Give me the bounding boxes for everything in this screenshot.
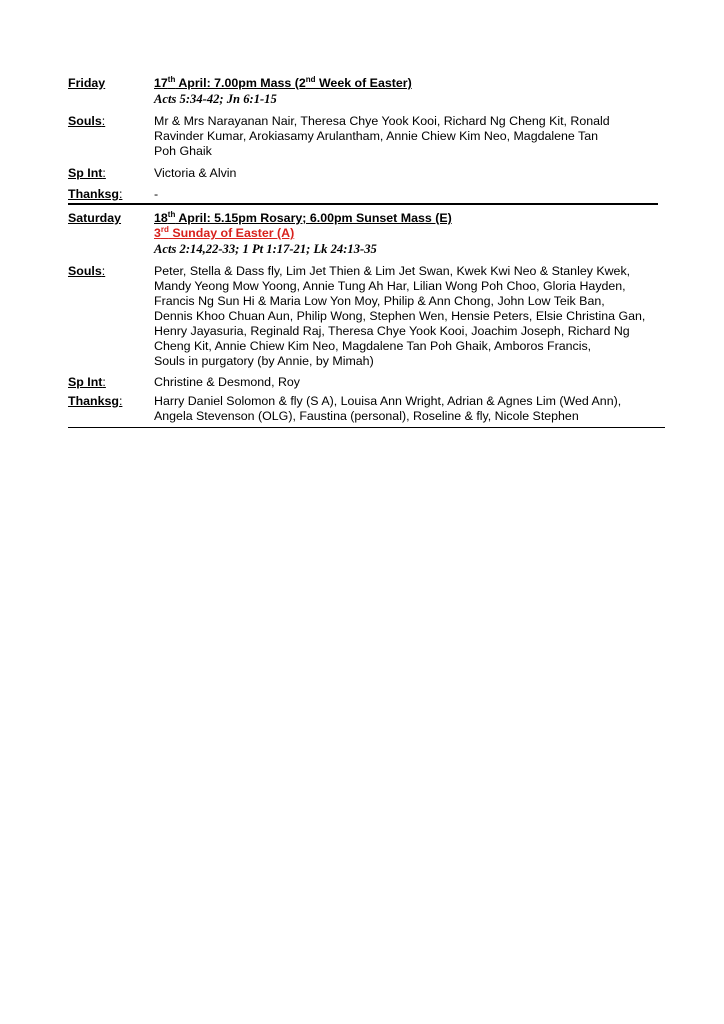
friday-thanksg-row: Thanksg: - (68, 187, 664, 202)
saturday-section (68, 211, 664, 424)
friday-header-row (68, 76, 664, 107)
saturday-spint-label: Sp Int (68, 375, 103, 389)
friday-mass-header: 17th April: 7.00pm Mass (2nd Week of Easter) (154, 74, 412, 90)
saturday-spint-text: Christine & Desmond, Roy (154, 375, 300, 389)
saturday-header-row (68, 211, 664, 257)
saturday-souls-row: Souls: Peter, Stella & Dass fly, Lim Jet Thien & Lim Jet Swan, Kwek Kwi Neo & Stanley Kwek, Mandy Yeong Mow Yoong, Annie Tung Ah Har, Lilian Wong Poh Choo, Gloria Hayden, Francis Ng Sun Hi & Maria Low Yon Moy, Philip & Ann Chong, John Low Teik Ban, Dennis Khoo Chuan Aun, Philip Wong, Stephen Wen, Hensie Peters, Elsie Christina Gan, Henry Jayasuria, Reginald Raj, Theresa Chye Yook Kooi, Joachim Joseph, Richard Ng Cheng Kit, Annie Chiew Kim Neo, Magdalene Tan Poh Ghaik, Amboros Francis, Souls in purgatory (by Annie, by Mimah) (68, 264, 664, 369)
friday-section (68, 76, 664, 202)
section-divider (68, 203, 658, 205)
saturday-souls-label: Souls (68, 264, 102, 278)
saturday-spint-row: Sp Int: Christine & Desmond, Roy (68, 375, 664, 390)
friday-thanksg-label: Thanksg (68, 187, 119, 201)
friday-spint-text: Victoria & Alvin (154, 166, 237, 180)
friday-spint-label: Sp Int (68, 166, 103, 180)
friday-souls-label: Souls (68, 114, 102, 128)
friday-spint-row: Sp Int: Victoria & Alvin (68, 166, 664, 181)
friday-day-label: Friday (68, 76, 106, 90)
saturday-thanksg-list: Harry Daniel Solomon & fly (S A), Louisa Ann Wright, Adrian & Agnes Lim (Wed Ann), Angela Stevenson (OLG), Faustina (personal), Roseline & fly, Nicole Stephen (154, 394, 622, 423)
saturday-sunday-title: 3rd Sunday of Easter (A) (154, 224, 295, 240)
saturday-mass-header: 18th April: 5.15pm Rosary; 6.00pm Sunset Mass (E) (154, 209, 452, 225)
friday-souls-list: Mr & Mrs Narayanan Nair, Theresa Chye Yook Kooi, Richard Ng Cheng Kit, Ronald Ravinder Kumar, Arokiasamy Arulantham, Annie Chiew Kim Neo, Magdalene Tan Poh Ghaik (154, 114, 610, 158)
friday-thanksg-text: - (154, 187, 159, 201)
saturday-readings: Acts 2:14,22-33; 1 Pt 1:17-21; Lk 24:13-35 (154, 242, 377, 256)
saturday-thanksg-row: Thanksg: Harry Daniel Solomon & fly (S A), Louisa Ann Wright, Adrian & Agnes Lim (Wed Ann), Angela Stevenson (OLG), Faustina (personal), Roseline & fly, Nicole Stephen (68, 394, 664, 424)
saturday-souls-list: Peter, Stella & Dass fly, Lim Jet Thien & Lim Jet Swan, Kwek Kwi Neo & Stanley Kwek, Mandy Yeong Mow Yoong, Annie Tung Ah Har, Lilian Wong Poh Choo, Gloria Hayden, Francis Ng Sun Hi & Maria Low Yon Moy, Philip & Ann Chong, John Low Teik Ban, Dennis Khoo Chuan Aun, Philip Wong, Stephen Wen, Hensie Peters, Elsie Christina Gan, Henry Jayasuria, Reginald Raj, Theresa Chye Yook Kooi, Joachim Joseph, Richard Ng Cheng Kit, Annie Chiew Kim Neo, Magdalene Tan Poh Ghaik, Amboros Francis, Souls in purgatory (by Annie, by Mimah) (154, 264, 646, 368)
friday-readings: Acts 5:34-42; Jn 6:1-15 (154, 92, 277, 106)
saturday-thanksg-label: Thanksg (68, 394, 119, 408)
saturday-day-label: Saturday (68, 211, 122, 225)
friday-souls-row: Souls: Mr & Mrs Narayanan Nair, Theresa Chye Yook Kooi, Richard Ng Cheng Kit, Ronald Ravinder Kumar, Arokiasamy Arulantham, Annie Chiew Kim Neo, Magdalene Tan Poh Ghaik (68, 114, 664, 159)
end-divider (68, 427, 665, 428)
